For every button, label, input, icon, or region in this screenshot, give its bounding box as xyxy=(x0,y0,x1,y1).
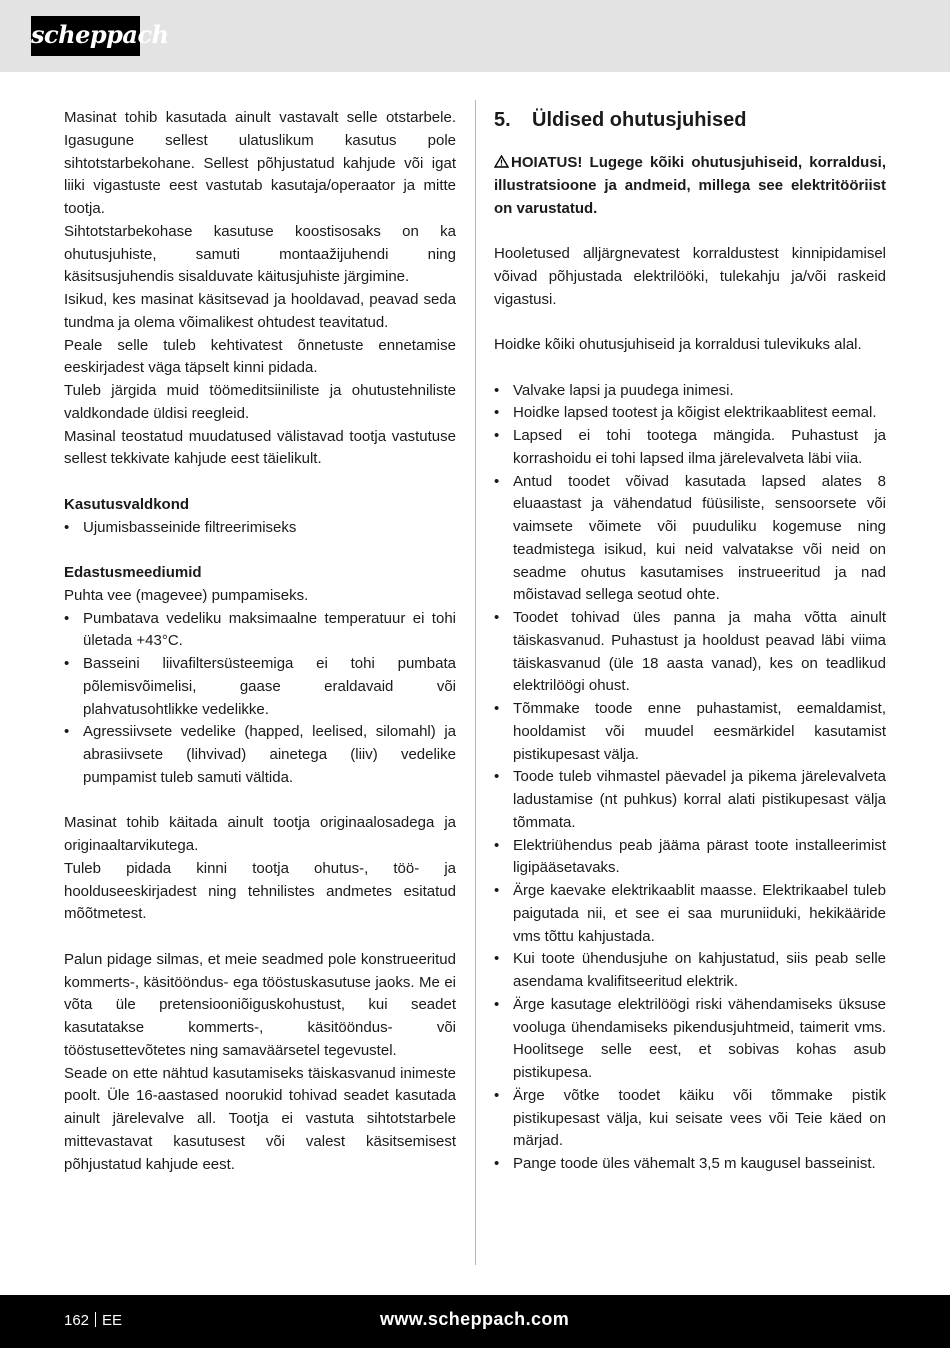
list-item: • Toode tuleb vihmastel päevadel ja pikema järelevalveta ladustamise (nt puhkus) korral alati pistikupesast välja tõmmata. xyxy=(494,766,886,834)
warning-notice xyxy=(494,152,886,220)
media-list xyxy=(64,608,456,790)
safety-paragraph: Hoidke kõiki ohutusjuhiseid ja korraldusi tulevikuks alal. xyxy=(494,336,862,353)
scope-heading: Kasutusvaldkond xyxy=(64,495,190,513)
scope-list xyxy=(64,517,456,540)
safety-list xyxy=(494,380,886,1176)
commercial-paragraph: Seade on ette nähtud kasutamiseks täiskasvanud inimeste poolt. Üle 16-aastased noorukid tohivad seadet kasutada ainult järelevalve all. Tootja ei vastuta sihtotstarbele mittevastavat kasutusest või valest käsitsemisest põhjustatud kahjude eest. xyxy=(64,1064,456,1173)
media-heading: Edastusmeediumid xyxy=(64,564,202,581)
column-divider xyxy=(475,100,476,1265)
left-column xyxy=(64,107,456,1176)
list-item: • Ärge kasutage elektrilöögi riski vähendamiseks üksuse vooluga ühendamiseks pikendusjuhtmeid, taimerit vms. Hoolitsege selle eest, et sobivas kohas asub pistikupesa. xyxy=(494,994,886,1085)
right-column xyxy=(494,107,886,1176)
list-item: • Agressiivsete vedelike (happed, leelised, silomahl) ja abrasiivsete (lihvivad) ainetega (liiv) vedelike pumpamist tuleb samuti vältida. xyxy=(64,721,456,789)
list-item: • Ärge võtke toodet käiku või tõmmake pistik pistikupesast välja, kui seisate vees või Teie käed on märjad. xyxy=(494,1085,886,1153)
brand-logo: scheppach xyxy=(31,16,140,56)
intro-paragraph: Peale selle tuleb kehtivatest õnnetuste ennetamise eeskirjadest väga täpselt kinni pidada. xyxy=(64,336,456,377)
list-item: • Basseini liivafiltersüsteemiga ei tohi pumbata põlemisvõimelisi, gaase eraldavaid või plahvatusohtlikke vedelikke. xyxy=(64,653,456,721)
parts-paragraph: Masinat tohib käitada ainult tootja originaalosadega ja originaaltarvikutega. xyxy=(64,814,456,854)
list-item: • Elektriühendus peab jääma pärast toote installeerimist ligipääsetavaks. xyxy=(494,835,886,881)
list-item: • Valvake lapsi ja puudega inimesi. xyxy=(494,380,886,403)
warning-triangle-icon xyxy=(494,155,509,168)
page-number xyxy=(64,1310,122,1332)
website-link[interactable]: www.scheppach.com xyxy=(380,1309,570,1329)
list-item: • Ujumisbasseinide filtreerimiseks xyxy=(64,517,456,540)
commercial-paragraph: Palun pidage silmas, et meie seadmed pole konstrueeritud kommerts-, käsitööndus- ega tööstuskasutuse jaoks. Me ei võta üle pretensiooniõiguskohustust, kui seadet kasutatakse kommerts-, käsitööndus- või tööstusettevõtetes ning samaväärsetel tegevustel. xyxy=(64,950,456,1059)
list-item: • Pumbatava vedeliku maksimaalne temperatuur ei tohi ületada +43°C. xyxy=(64,608,456,654)
footer-separator xyxy=(95,1312,96,1327)
list-item: • Ärge kaevake elektrikaablit maasse. Elektrikaabel tuleb paigutada nii, et see ei saa muruniiduki, hekikääride vms tõttu kahjustada. xyxy=(494,880,886,948)
parts-paragraph: Tuleb pidada kinni tootja ohutus-, töö- ja hoolduseeskirjadest ning tehnilistes andmetes esitatud mõõtmetest. xyxy=(64,859,456,923)
section-number: 5. xyxy=(494,109,511,131)
list-item: • Lapsed ei tohi tootega mängida. Puhastust ja korrashoidu ei tohi lapsed ilma järelevalveta läbi viia. xyxy=(494,425,886,471)
media-intro: Puhta vee (magevee) pumpamiseks. xyxy=(64,586,309,604)
language-code: EE xyxy=(102,1312,123,1329)
list-item: • Hoidke lapsed tootest ja kõigist elektrikaablitest eemal. xyxy=(494,402,886,425)
warning-text: Lugege kõiki ohutusjuhiseid, korraldusi, illustratsioone ja andmeid, millega see elektritööriist on varustatud. xyxy=(494,154,886,217)
list-item: • Antud toodet võivad kasutada lapsed alates 8 eluaastast ja vähendatud füüsiliste, sensoorsete või vaimsete võimete või puuduliku kogemuse ning teadmistega isikud, kui neid valvatakse või neid on seadme ohutus kasutamises instrueeritud ja nad mõistavad sellega seotud ohte. xyxy=(494,471,886,608)
section-title xyxy=(494,107,886,133)
intro-paragraph: Isikud, kes masinat käsitsevad ja hooldavad, peavad seda tundma ja olema võimalikest ohtudest teavitatud. xyxy=(64,291,456,331)
intro-paragraph: Sihtotstarbekohase kasutuse koostisosaks on ka ohutusjuhiste, samuti montaažijuhendi ning käsitsusjuhendis sisalduvate käitusjuhiste järgimine. xyxy=(64,222,456,286)
header-bar xyxy=(0,0,950,72)
intro-paragraph: Tuleb järgida muid töömeditsiiniliste ja ohutustehniliste valdkondade üldisi reegleid. xyxy=(64,382,456,422)
safety-paragraph: Hooletused alljärgnevatest korraldustest kinnipidamisel võivad põhjustada elektrilööki, tulekahju ja/või raskeid vigastusi. xyxy=(494,245,886,308)
intro-paragraph: Masinat tohib kasutada ainult vastavalt selle otstarbele. Igasugune sellest ulatuslikum kasutus pole sihtotstarbekohane. Sellest põhjustatud kahjude või igat liiki vigastuste eest vastutab kasutaja/operaator ja mitte tootja. xyxy=(64,109,456,217)
list-item: • Pange toode üles vähemalt 3,5 m kaugusel basseinist. xyxy=(494,1153,886,1176)
warning-label: HOIATUS! xyxy=(511,154,583,171)
list-item: • Kui toote ühendusjuhe on kahjustatud, siis peab selle asendama kvalifitseeritud elektrik. xyxy=(494,948,886,994)
intro-paragraph: Masinal teostatud muudatused välistavad tootja vastutuse sellest tekkivate kahjude eest täielikult. xyxy=(64,427,456,468)
list-item: • Tõmmake toode enne puhastamist, eemaldamist, hooldamist või muudel eesmärkidel kasutamist pistikupesast välja. xyxy=(494,698,886,766)
list-item: • Toodet tohivad üles panna ja maha võtta ainult täiskasvanud. Puhastust ja hooldust peavad läbi viima täiskasvanud (üle 18 aasta vanad), kes on teadlikud elektrilöögi ohust. xyxy=(494,607,886,698)
section-title-text: Üldised ohutusjuhised xyxy=(532,109,747,131)
footer-bar xyxy=(0,1295,950,1348)
page-number-value: 162 xyxy=(64,1312,90,1329)
